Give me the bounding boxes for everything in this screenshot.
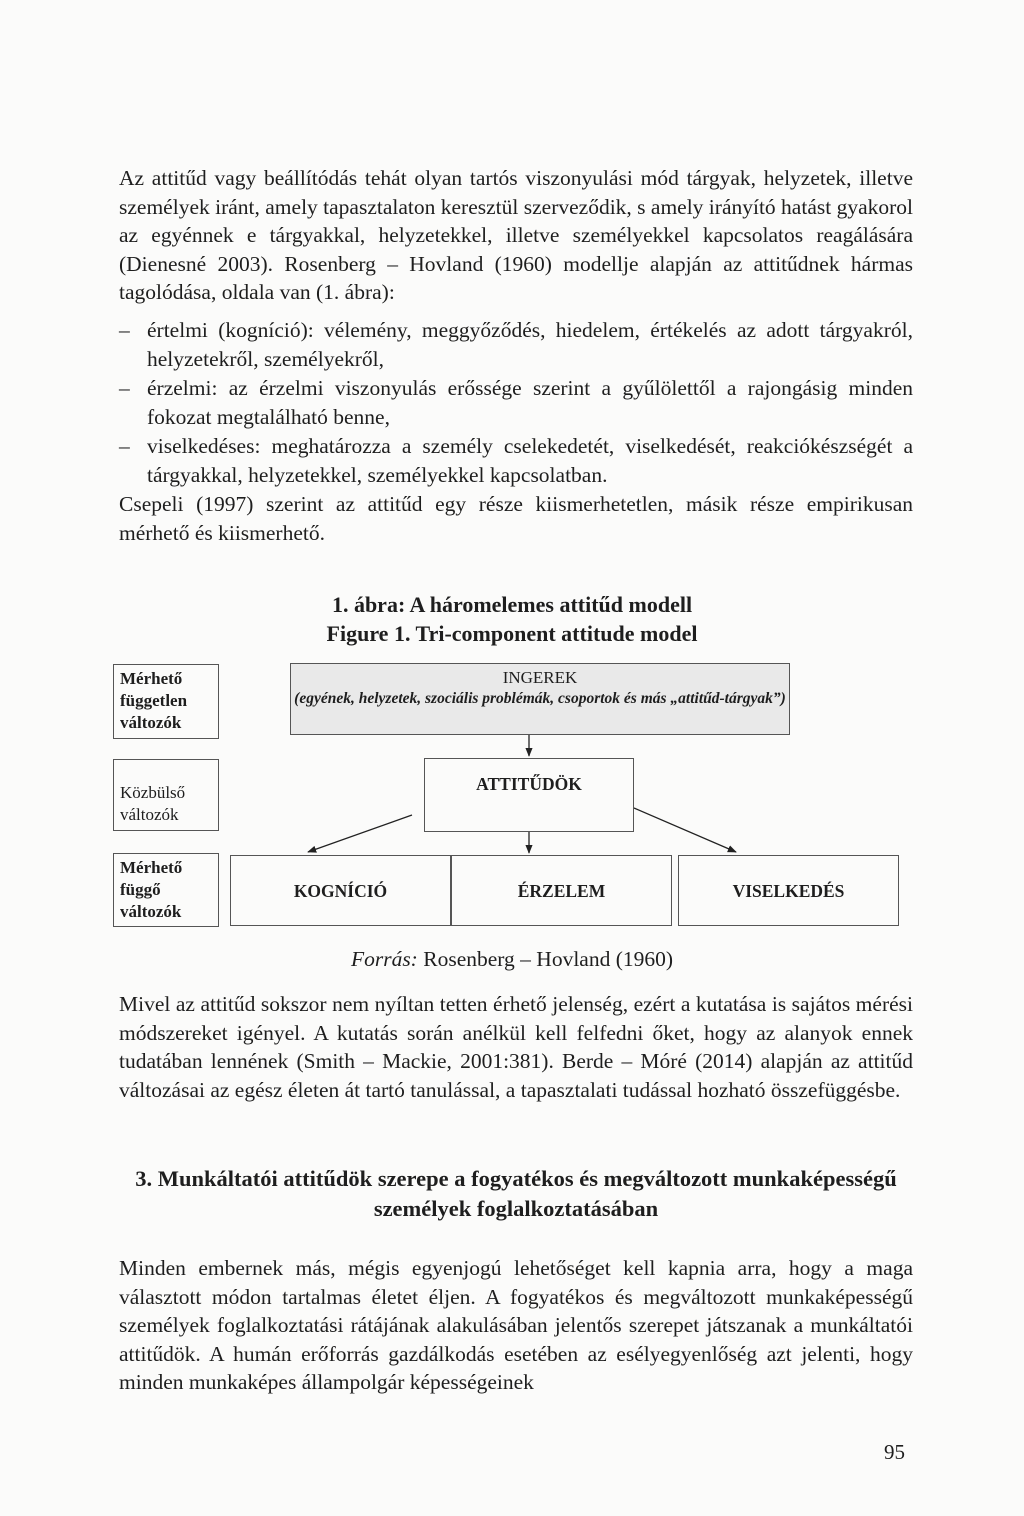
paragraph-equal-opportunity: Minden embernek más, mégis egyenjogú lehetőséget kell kapnia arra, hogy a maga választott módon tartalmas életet éljen. A fogyatékos és megváltozott munkaképességű személyek foglalkoztatási rátájának alakulásában jelentős szerepet játszanak a munkáltatói attitűdök. A humán erőforrás gazdálkodás esetében az esélyegyenlőség azt jelenti, hogy minden munkaképes állampolgár képességeinek — [119, 1256, 913, 1395]
source-text: Rosenberg – Hovland (1960) — [423, 947, 674, 971]
page-number: 95 — [884, 1440, 905, 1464]
independent-variables-box: Mérhető független változók — [113, 664, 219, 739]
figure-source — [0, 945, 1024, 973]
list-dash: – — [119, 376, 130, 400]
list-item-text: viselkedéses: meghatározza a személy cselekedetét, viselkedését, reakciókészségét a tárgyakkal, helyzetekkel, személyekkel kapcsolatban. — [147, 434, 913, 487]
section-heading: 3. Munkáltatói attitűdök szerepe a fogyatékos és megváltozott munkaképességű személyek foglalkoztatásában — [135, 1166, 897, 1221]
list-dash: – — [119, 434, 130, 458]
list-dash: – — [119, 318, 130, 342]
emotion-box: ÉRZELEM — [451, 855, 672, 926]
paragraph-csepeli: Csepeli (1997) szerint az attitűd egy része kiismerhetetlen, másik része empirikusan mérhető és kiismerhető. — [119, 492, 913, 545]
source-label: Forrás: — [350, 947, 418, 971]
stimuli-box — [290, 663, 790, 735]
figure-caption-en: Figure 1. Tri-component attitude model — [326, 621, 698, 646]
intermediate-variables-box: Közbülső változók — [113, 759, 219, 831]
attitudes-box: ATTITŰDÖK — [424, 758, 634, 832]
stimuli-title: INGEREK — [502, 668, 578, 687]
cognition-box: KOGNÍCIÓ — [230, 855, 451, 926]
arrow-attitudes-to-behavior — [634, 808, 736, 852]
paragraph-measurement: Mivel az attitűd sokszor nem nyíltan tetten érhető jelenség, ezért a kutatása is sajátos mérési módszereket igényel. A kutatás során anélkül kell felfedni őket, hogy az alanyok ennek tudatában lennének (Smith – Mackie, 2001:381). Berde – Móré (2014) alapján az attitűd változásai az egész életen át tartó tanulással, a tapasztalati tudással hozható összefüggésbe. — [119, 992, 913, 1102]
behavior-box: VISELKEDÉS — [678, 855, 899, 926]
stimuli-subtitle: (egyének, helyzetek, szociális problémák, csoportok és más „attitűd-tárgyak”) — [294, 690, 786, 707]
dependent-variables-box: Mérhető függő változók — [113, 853, 219, 927]
figure-caption-hu: 1. ábra: A háromelemes attitűd modell — [331, 592, 693, 617]
arrow-attitudes-to-cognition — [308, 815, 412, 852]
list-item-text: értelmi (kogníció): vélemény, meggyőződés, hiedelem, értékelés az adott tárgyakról, helyzetekről, személyekről, — [147, 318, 913, 371]
list-item-text: érzelmi: az érzelmi viszonyulás erőssége szerint a gyűlölettől a rajongásig minden fokozat megtalálható benne, — [147, 376, 913, 429]
intro-paragraph: Az attitűd vagy beállítódás tehát olyan tartós viszonyulási mód tárgyak, helyzetek, illetve személyek iránt, amely tapasztalaton keresztül szerveződik, s amely irányító hatást gyakorol az egyénnek e tárgyakkal, helyzetekkel, illetve személyekkel kapcsolatos reagálására (Dienesné 2003). Rosenberg – Hovland (1960) modellje alapján az attitűdnek hármas tagolódása, oldala van (1. ábra): — [119, 166, 914, 305]
